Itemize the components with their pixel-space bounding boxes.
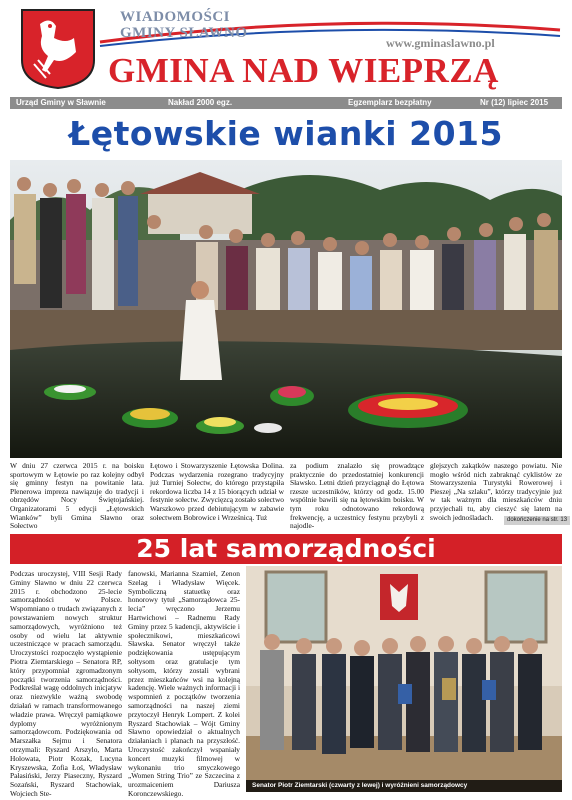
free-copy-note: Egzemplarz bezpłatny	[348, 98, 432, 107]
article-1-column-3: za podium znalazło się prowadzące praktycznie do przedostatniej konkurencji Sławsko. Letni dzień przyciągnął do Łętowa rzesze uczestników, którzy od godz. 15.00 wspólnie bawili się na łętowskim boisku. W tym roku odnotowano rekordową frekwencję, a uczestnicy festynu przybyli z najodle-	[290, 461, 424, 531]
website-url[interactable]: www.gminaslawno.pl	[386, 36, 495, 50]
article-1-column-4: glejszych zakątków naszego powiatu. Nie mogło wśród nich zabraknąć cyklistów ze Stowarzyszenia Turystyki Rowerowej i Pieszej „Na szlaku”, którzy tradycyjnie już w tak ważnym dla mieszkańców dniu przyjechali tu, aby cieszyć się latem na swoich jednośladach.	[430, 461, 562, 522]
issue-number: Nr (12) lipiec 2015	[480, 98, 549, 107]
continued-note[interactable]: dokończenie na str. 13	[504, 516, 570, 525]
article-2-column-2: fanowski, Marianna Szamiel, Zenon Szelag i Władysław Więcek. Symboliczną statuetkę oraz honorowy tytuł „Samorządowca 25-lecia” wręczono Jerzemu Hartwichowi – Radnemu Rady Gminy przez 5 kadencji, aktywiście i społecznikowi, mieszkańcowi Sławska. Senator wręczył także podziękowania ustępującym sołtysom oraz gratulacje tym sołtysom, którzy zostali wybrani przez mieszkańców wsi na kolejną kadencję. Wiele ważnych informacji i wspomnień z początków tworzenia samorządności na naszej ziemi przytoczył Henryk Lompert. Z kolei Ryszard Stachowiak – Wójt Gminy Sławno opowiedział o aktualnych działaniach i planach na przyszłość. Uroczystość zakończył wspaniały koncert muzyki filmowej w wykonaniu trio smyczkowego „Women String Trio” ze Szczecina z urozmaiceniem Dariusza Koronczewskiego.	[128, 569, 240, 798]
article-2-column-1: Podczas uroczystej, VIII Sesji Rady Gminy Sławno w dniu 22 czerwca 2015 r. obchodzono 25-lecie samorządności w Polsce. Wspomniano o trudach związanych z powstawaniem nowych struktur samorządowych, wyróżniono też osoby od wielu lat aktywnie uczestniczące w pracach samorządu. Uroczystości rozpoczęło wystąpienie Piotra Ziemtarskiego – Senatora RP, który przypomniał zgromadzonym początki tworzenia samorządności. Podkreślał wagę oddolnych inicjatyw oraz niezwykle ważną swobodę działań w ramach transformowanego władzie prawa. Wręczył pamiątkowe dyplomy wyróżnionym samorządowcom. Podziękowania od Marszałka Sejmu i Senatora otrzymali: Ryszard Arszylo, Marta Holowata, Piotr Kozak, Lucyna Kryszewska, Zofia Łoś, Władysław Pałasiński, Jerzy Piaseczny, Ryszard Sozański, Ryszard Stachowiak, Wojciech Ste-	[10, 569, 122, 798]
newspaper-title: GMINA NAD WIEPRZĄ	[108, 51, 499, 90]
festival-photo	[10, 160, 562, 458]
article-1-column-1: W dniu 27 czerwca 2015 r. na boisku sportowym w Łętowie po raz kolejny odbył się gminny festyn na powitanie lata. Plenerowa impreza nawiązuje do tradycji i obrzędów Nocy Świętojańskiej. Organizatorami 5 edycji „Łętowskich Wianków” byli Gmina Sławno oraz Sołectwo	[10, 461, 144, 531]
masthead	[0, 0, 572, 96]
article-1-headline: Łętowskie wianki 2015	[69, 114, 503, 153]
issue-info-bar	[10, 97, 562, 109]
masthead-line-2: GMINY SŁAWNO	[120, 25, 248, 41]
article-2-headline: 25 lat samorządności	[136, 534, 436, 563]
gmina-crest-icon	[20, 8, 96, 90]
ceremony-photo-caption: Senator Piotr Ziemtarski (czwarty z lewej) i wyróżnieni samorządowcy	[246, 780, 562, 792]
ceremony-photo	[246, 566, 562, 792]
publisher-office: Urząd Gminy w Sławnie	[16, 98, 106, 107]
masthead-line-1: WIADOMOŚCI	[120, 9, 231, 25]
article-1-column-2: Łętowo i Stowarzyszenie Łętowska Dolina. Podczas wydarzenia rozegrano tradycyjny już Turniej Sołectw, do którego przystąpiła rekordowa liczba 14 z 15 biorących udział w festynie sołectw. Zwycięzcą zostało sołectwo Warszkowo przed debiutującym w zabawie sołectwem Bobrowice i Wrześnicą. Tuż	[150, 461, 284, 522]
circulation: Nakład 2000 egz.	[168, 98, 233, 107]
